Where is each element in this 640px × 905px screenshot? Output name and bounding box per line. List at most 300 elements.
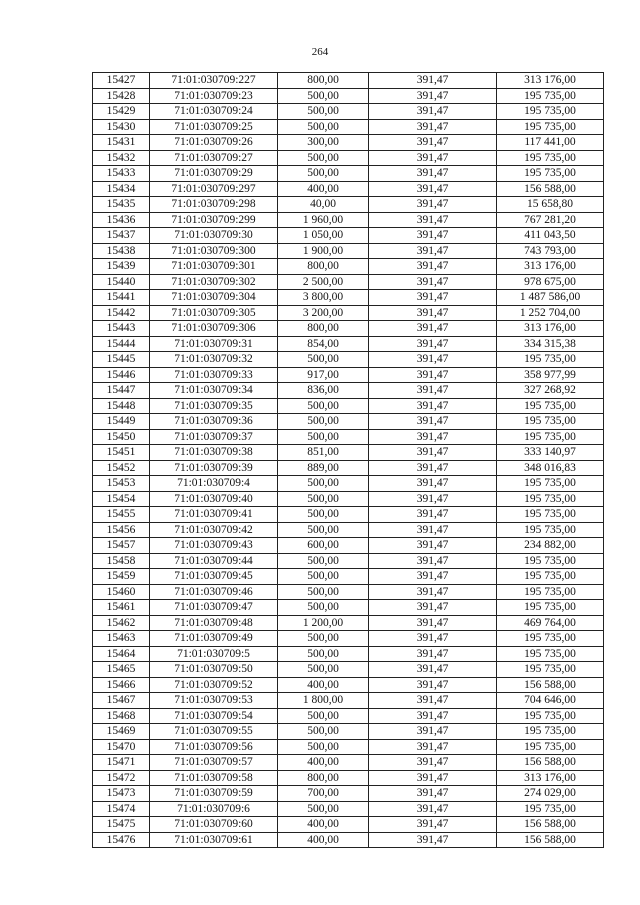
cadastral-value-cell: 313 176,00 — [497, 73, 604, 89]
row-number-cell: 15466 — [93, 677, 150, 693]
area-cell: 1 960,00 — [278, 212, 369, 228]
row-number-cell: 15433 — [93, 166, 150, 182]
area-cell: 500,00 — [278, 352, 369, 368]
table-row — [93, 166, 604, 182]
rate-cell: 391,47 — [369, 507, 497, 523]
area-cell: 3 200,00 — [278, 305, 369, 321]
cadastral-value-cell: 195 735,00 — [497, 600, 604, 616]
cadastral-value-cell: 156 588,00 — [497, 677, 604, 693]
cadastral-value-cell: 195 735,00 — [497, 476, 604, 492]
table-row — [93, 522, 604, 538]
cadastral-value-cell: 327 268,92 — [497, 383, 604, 399]
rate-cell: 391,47 — [369, 600, 497, 616]
row-number-cell: 15436 — [93, 212, 150, 228]
row-number-cell: 15445 — [93, 352, 150, 368]
cadastral-number-cell: 71:01:030709:42 — [150, 522, 278, 538]
rate-cell: 391,47 — [369, 181, 497, 197]
table-row — [93, 367, 604, 383]
cadastral-value-cell: 156 588,00 — [497, 755, 604, 771]
cadastral-value-cell: 348 016,83 — [497, 460, 604, 476]
table-row — [93, 708, 604, 724]
table-row — [93, 73, 604, 89]
cadastral-number-cell: 71:01:030709:5 — [150, 646, 278, 662]
cadastral-number-cell: 71:01:030709:23 — [150, 88, 278, 104]
table-body — [93, 73, 604, 848]
cadastral-value-cell: 333 140,97 — [497, 445, 604, 461]
row-number-cell: 15453 — [93, 476, 150, 492]
row-number-cell: 15450 — [93, 429, 150, 445]
row-number-cell: 15470 — [93, 739, 150, 755]
cadastral-number-cell: 71:01:030709:301 — [150, 259, 278, 275]
cadastral-number-cell: 71:01:030709:25 — [150, 119, 278, 135]
cadastral-number-cell: 71:01:030709:302 — [150, 274, 278, 290]
rate-cell: 391,47 — [369, 290, 497, 306]
area-cell: 800,00 — [278, 321, 369, 337]
cadastral-value-cell: 195 735,00 — [497, 569, 604, 585]
area-cell: 600,00 — [278, 538, 369, 554]
area-cell: 1 800,00 — [278, 693, 369, 709]
table-row — [93, 150, 604, 166]
area-cell: 500,00 — [278, 600, 369, 616]
rate-cell: 391,47 — [369, 693, 497, 709]
cadastral-value-cell: 195 735,00 — [497, 150, 604, 166]
table-row — [93, 119, 604, 135]
cadastral-number-cell: 71:01:030709:52 — [150, 677, 278, 693]
table-row — [93, 243, 604, 259]
row-number-cell: 15434 — [93, 181, 150, 197]
area-cell: 500,00 — [278, 553, 369, 569]
table-row — [93, 321, 604, 337]
cadastral-number-cell: 71:01:030709:60 — [150, 817, 278, 833]
table-row — [93, 88, 604, 104]
rate-cell: 391,47 — [369, 150, 497, 166]
row-number-cell: 15446 — [93, 367, 150, 383]
row-number-cell: 15452 — [93, 460, 150, 476]
cadastral-value-cell: 334 315,38 — [497, 336, 604, 352]
table-row — [93, 817, 604, 833]
cadastral-number-cell: 71:01:030709:59 — [150, 786, 278, 802]
cadastral-value-cell: 195 735,00 — [497, 507, 604, 523]
area-cell: 851,00 — [278, 445, 369, 461]
rate-cell: 391,47 — [369, 352, 497, 368]
row-number-cell: 15475 — [93, 817, 150, 833]
rate-cell: 391,47 — [369, 367, 497, 383]
cadastral-value-cell: 313 176,00 — [497, 770, 604, 786]
area-cell: 500,00 — [278, 569, 369, 585]
cadastral-value-cell: 195 735,00 — [497, 724, 604, 740]
cadastral-number-cell: 71:01:030709:297 — [150, 181, 278, 197]
cadastral-number-cell: 71:01:030709:304 — [150, 290, 278, 306]
table-row — [93, 631, 604, 647]
row-number-cell: 15430 — [93, 119, 150, 135]
cadastral-value-cell: 411 043,50 — [497, 228, 604, 244]
area-cell: 500,00 — [278, 646, 369, 662]
cadastral-value-cell: 1 252 704,00 — [497, 305, 604, 321]
rate-cell: 391,47 — [369, 73, 497, 89]
area-cell: 500,00 — [278, 739, 369, 755]
rate-cell: 391,47 — [369, 166, 497, 182]
rate-cell: 391,47 — [369, 476, 497, 492]
table-row — [93, 538, 604, 554]
rate-cell: 391,47 — [369, 212, 497, 228]
cadastral-number-cell: 71:01:030709:4 — [150, 476, 278, 492]
row-number-cell: 15448 — [93, 398, 150, 414]
cadastral-value-cell: 195 735,00 — [497, 88, 604, 104]
cadastral-value-cell: 743 793,00 — [497, 243, 604, 259]
rate-cell: 391,47 — [369, 584, 497, 600]
rate-cell: 391,47 — [369, 832, 497, 848]
row-number-cell: 15460 — [93, 584, 150, 600]
cadastral-number-cell: 71:01:030709:54 — [150, 708, 278, 724]
area-cell: 3 800,00 — [278, 290, 369, 306]
table-row — [93, 662, 604, 678]
row-number-cell: 15432 — [93, 150, 150, 166]
table-row — [93, 755, 604, 771]
cadastral-value-cell: 195 735,00 — [497, 429, 604, 445]
area-cell: 500,00 — [278, 522, 369, 538]
cadastral-value-cell: 15 658,80 — [497, 197, 604, 213]
table-row — [93, 228, 604, 244]
area-cell: 500,00 — [278, 119, 369, 135]
rate-cell: 391,47 — [369, 274, 497, 290]
cadastral-value-cell: 978 675,00 — [497, 274, 604, 290]
row-number-cell: 15468 — [93, 708, 150, 724]
row-number-cell: 15471 — [93, 755, 150, 771]
row-number-cell: 15457 — [93, 538, 150, 554]
rate-cell: 391,47 — [369, 801, 497, 817]
cadastral-number-cell: 71:01:030709:227 — [150, 73, 278, 89]
cadastral-value-cell: 313 176,00 — [497, 321, 604, 337]
table-row — [93, 615, 604, 631]
row-number-cell: 15444 — [93, 336, 150, 352]
rate-cell: 391,47 — [369, 739, 497, 755]
cadastral-number-cell: 71:01:030709:44 — [150, 553, 278, 569]
area-cell: 500,00 — [278, 166, 369, 182]
area-cell: 400,00 — [278, 181, 369, 197]
rate-cell: 391,47 — [369, 305, 497, 321]
row-number-cell: 15441 — [93, 290, 150, 306]
table-row — [93, 305, 604, 321]
table-row — [93, 693, 604, 709]
row-number-cell: 15449 — [93, 414, 150, 430]
rate-cell: 391,47 — [369, 631, 497, 647]
table-row — [93, 476, 604, 492]
rate-cell: 391,47 — [369, 708, 497, 724]
rate-cell: 391,47 — [369, 770, 497, 786]
row-number-cell: 15442 — [93, 305, 150, 321]
row-number-cell: 15454 — [93, 491, 150, 507]
row-number-cell: 15456 — [93, 522, 150, 538]
cadastral-number-cell: 71:01:030709:43 — [150, 538, 278, 554]
area-cell: 400,00 — [278, 832, 369, 848]
row-number-cell: 15447 — [93, 383, 150, 399]
area-cell: 800,00 — [278, 770, 369, 786]
rate-cell: 391,47 — [369, 135, 497, 151]
land-parcel-table — [92, 72, 604, 848]
row-number-cell: 15464 — [93, 646, 150, 662]
cadastral-value-cell: 704 646,00 — [497, 693, 604, 709]
area-cell: 500,00 — [278, 584, 369, 600]
area-cell: 500,00 — [278, 429, 369, 445]
cadastral-value-cell: 156 588,00 — [497, 181, 604, 197]
table-row — [93, 383, 604, 399]
area-cell: 800,00 — [278, 259, 369, 275]
row-number-cell: 15476 — [93, 832, 150, 848]
row-number-cell: 15443 — [93, 321, 150, 337]
cadastral-number-cell: 71:01:030709:35 — [150, 398, 278, 414]
rate-cell: 391,47 — [369, 259, 497, 275]
area-cell: 500,00 — [278, 662, 369, 678]
row-number-cell: 15459 — [93, 569, 150, 585]
table-row — [93, 646, 604, 662]
rate-cell: 391,47 — [369, 646, 497, 662]
row-number-cell: 15429 — [93, 104, 150, 120]
cadastral-number-cell: 71:01:030709:38 — [150, 445, 278, 461]
table-row — [93, 212, 604, 228]
rate-cell: 391,47 — [369, 786, 497, 802]
rate-cell: 391,47 — [369, 817, 497, 833]
rate-cell: 391,47 — [369, 383, 497, 399]
area-cell: 300,00 — [278, 135, 369, 151]
cadastral-value-cell: 195 735,00 — [497, 631, 604, 647]
rate-cell: 391,47 — [369, 724, 497, 740]
table-row — [93, 274, 604, 290]
rate-cell: 391,47 — [369, 321, 497, 337]
area-cell: 700,00 — [278, 786, 369, 802]
cadastral-number-cell: 71:01:030709:58 — [150, 770, 278, 786]
area-cell: 800,00 — [278, 73, 369, 89]
rate-cell: 391,47 — [369, 553, 497, 569]
table-row — [93, 135, 604, 151]
row-number-cell: 15469 — [93, 724, 150, 740]
cadastral-number-cell: 71:01:030709:40 — [150, 491, 278, 507]
cadastral-value-cell: 274 029,00 — [497, 786, 604, 802]
rate-cell: 391,47 — [369, 228, 497, 244]
table-row — [93, 832, 604, 848]
page-number: 264 — [311, 46, 329, 58]
cadastral-number-cell: 71:01:030709:47 — [150, 600, 278, 616]
row-number-cell: 15428 — [93, 88, 150, 104]
row-number-cell: 15427 — [93, 73, 150, 89]
cadastral-value-cell: 767 281,20 — [497, 212, 604, 228]
area-cell: 1 900,00 — [278, 243, 369, 259]
cadastral-value-cell: 358 977,99 — [497, 367, 604, 383]
row-number-cell: 15461 — [93, 600, 150, 616]
table-row — [93, 507, 604, 523]
cadastral-number-cell: 71:01:030709:45 — [150, 569, 278, 585]
cadastral-number-cell: 71:01:030709:50 — [150, 662, 278, 678]
table-row — [93, 786, 604, 802]
rate-cell: 391,47 — [369, 522, 497, 538]
table-row — [93, 491, 604, 507]
rate-cell: 391,47 — [369, 445, 497, 461]
rate-cell: 391,47 — [369, 104, 497, 120]
row-number-cell: 15439 — [93, 259, 150, 275]
rate-cell: 391,47 — [369, 755, 497, 771]
table-row — [93, 460, 604, 476]
area-cell: 836,00 — [278, 383, 369, 399]
row-number-cell: 15440 — [93, 274, 150, 290]
cadastral-number-cell: 71:01:030709:57 — [150, 755, 278, 771]
table-row — [93, 181, 604, 197]
rate-cell: 391,47 — [369, 243, 497, 259]
cadastral-value-cell: 195 735,00 — [497, 104, 604, 120]
table-row — [93, 290, 604, 306]
area-cell: 500,00 — [278, 507, 369, 523]
rate-cell: 391,47 — [369, 615, 497, 631]
row-number-cell: 15438 — [93, 243, 150, 259]
cadastral-value-cell: 156 588,00 — [497, 817, 604, 833]
area-cell: 500,00 — [278, 801, 369, 817]
cadastral-value-cell: 195 735,00 — [497, 646, 604, 662]
row-number-cell: 15467 — [93, 693, 150, 709]
cadastral-value-cell: 195 735,00 — [497, 801, 604, 817]
cadastral-value-cell: 1 487 586,00 — [497, 290, 604, 306]
cadastral-number-cell: 71:01:030709:300 — [150, 243, 278, 259]
area-cell: 1 050,00 — [278, 228, 369, 244]
area-cell: 500,00 — [278, 414, 369, 430]
rate-cell: 391,47 — [369, 538, 497, 554]
cadastral-number-cell: 71:01:030709:33 — [150, 367, 278, 383]
table-row — [93, 801, 604, 817]
cadastral-number-cell: 71:01:030709:61 — [150, 832, 278, 848]
area-cell: 500,00 — [278, 631, 369, 647]
cadastral-value-cell: 195 735,00 — [497, 414, 604, 430]
cadastral-number-cell: 71:01:030709:46 — [150, 584, 278, 600]
cadastral-number-cell: 71:01:030709:26 — [150, 135, 278, 151]
cadastral-value-cell: 195 735,00 — [497, 739, 604, 755]
cadastral-number-cell: 71:01:030709:37 — [150, 429, 278, 445]
cadastral-number-cell: 71:01:030709:298 — [150, 197, 278, 213]
cadastral-value-cell: 195 735,00 — [497, 662, 604, 678]
rate-cell: 391,47 — [369, 429, 497, 445]
row-number-cell: 15455 — [93, 507, 150, 523]
area-cell: 500,00 — [278, 491, 369, 507]
cadastral-value-cell: 195 735,00 — [497, 352, 604, 368]
cadastral-number-cell: 71:01:030709:39 — [150, 460, 278, 476]
rate-cell: 391,47 — [369, 662, 497, 678]
table-row — [93, 445, 604, 461]
table-row — [93, 553, 604, 569]
cadastral-number-cell: 71:01:030709:55 — [150, 724, 278, 740]
cadastral-number-cell: 71:01:030709:32 — [150, 352, 278, 368]
table-row — [93, 739, 604, 755]
cadastral-number-cell: 71:01:030709:41 — [150, 507, 278, 523]
row-number-cell: 15474 — [93, 801, 150, 817]
cadastral-value-cell: 195 735,00 — [497, 491, 604, 507]
rate-cell: 391,47 — [369, 677, 497, 693]
cadastral-number-cell: 71:01:030709:29 — [150, 166, 278, 182]
table-row — [93, 398, 604, 414]
area-cell: 500,00 — [278, 398, 369, 414]
table-row — [93, 259, 604, 275]
rate-cell: 391,47 — [369, 491, 497, 507]
table-row — [93, 414, 604, 430]
area-cell: 2 500,00 — [278, 274, 369, 290]
table-row — [93, 429, 604, 445]
area-cell: 889,00 — [278, 460, 369, 476]
table-row — [93, 336, 604, 352]
cadastral-number-cell: 71:01:030709:306 — [150, 321, 278, 337]
cadastral-number-cell: 71:01:030709:48 — [150, 615, 278, 631]
row-number-cell: 15473 — [93, 786, 150, 802]
cadastral-value-cell: 195 735,00 — [497, 708, 604, 724]
rate-cell: 391,47 — [369, 336, 497, 352]
rate-cell: 391,47 — [369, 119, 497, 135]
cadastral-number-cell: 71:01:030709:6 — [150, 801, 278, 817]
row-number-cell: 15472 — [93, 770, 150, 786]
table-row — [93, 197, 604, 213]
rate-cell: 391,47 — [369, 414, 497, 430]
cadastral-value-cell: 156 588,00 — [497, 832, 604, 848]
area-cell: 400,00 — [278, 677, 369, 693]
cadastral-value-cell: 195 735,00 — [497, 553, 604, 569]
cadastral-number-cell: 71:01:030709:34 — [150, 383, 278, 399]
cadastral-value-cell: 195 735,00 — [497, 166, 604, 182]
area-cell: 917,00 — [278, 367, 369, 383]
rate-cell: 391,47 — [369, 569, 497, 585]
area-cell: 500,00 — [278, 724, 369, 740]
cadastral-number-cell: 71:01:030709:299 — [150, 212, 278, 228]
table-row — [93, 600, 604, 616]
area-cell: 1 200,00 — [278, 615, 369, 631]
area-cell: 500,00 — [278, 708, 369, 724]
cadastral-value-cell: 195 735,00 — [497, 522, 604, 538]
cadastral-number-cell: 71:01:030709:31 — [150, 336, 278, 352]
cadastral-value-cell: 117 441,00 — [497, 135, 604, 151]
area-cell: 400,00 — [278, 817, 369, 833]
row-number-cell: 15435 — [93, 197, 150, 213]
cadastral-value-cell: 234 882,00 — [497, 538, 604, 554]
cadastral-number-cell: 71:01:030709:27 — [150, 150, 278, 166]
rate-cell: 391,47 — [369, 398, 497, 414]
row-number-cell: 15451 — [93, 445, 150, 461]
area-cell: 500,00 — [278, 476, 369, 492]
area-cell: 854,00 — [278, 336, 369, 352]
table-row — [93, 569, 604, 585]
cadastral-number-cell: 71:01:030709:49 — [150, 631, 278, 647]
cadastral-number-cell: 71:01:030709:30 — [150, 228, 278, 244]
cadastral-value-cell: 195 735,00 — [497, 584, 604, 600]
table-row — [93, 104, 604, 120]
cadastral-number-cell: 71:01:030709:305 — [150, 305, 278, 321]
area-cell: 400,00 — [278, 755, 369, 771]
cadastral-value-cell: 469 764,00 — [497, 615, 604, 631]
area-cell: 500,00 — [278, 150, 369, 166]
cadastral-number-cell: 71:01:030709:36 — [150, 414, 278, 430]
row-number-cell: 15437 — [93, 228, 150, 244]
cadastral-value-cell: 195 735,00 — [497, 119, 604, 135]
area-cell: 500,00 — [278, 88, 369, 104]
cadastral-value-cell: 313 176,00 — [497, 259, 604, 275]
rate-cell: 391,47 — [369, 88, 497, 104]
table-row — [93, 677, 604, 693]
area-cell: 500,00 — [278, 104, 369, 120]
row-number-cell: 15463 — [93, 631, 150, 647]
table-row — [93, 724, 604, 740]
row-number-cell: 15462 — [93, 615, 150, 631]
row-number-cell: 15458 — [93, 553, 150, 569]
row-number-cell: 15465 — [93, 662, 150, 678]
cadastral-value-cell: 195 735,00 — [497, 398, 604, 414]
table-row — [93, 584, 604, 600]
area-cell: 40,00 — [278, 197, 369, 213]
rate-cell: 391,47 — [369, 197, 497, 213]
table-row — [93, 770, 604, 786]
cadastral-number-cell: 71:01:030709:24 — [150, 104, 278, 120]
table-row — [93, 352, 604, 368]
cadastral-number-cell: 71:01:030709:53 — [150, 693, 278, 709]
